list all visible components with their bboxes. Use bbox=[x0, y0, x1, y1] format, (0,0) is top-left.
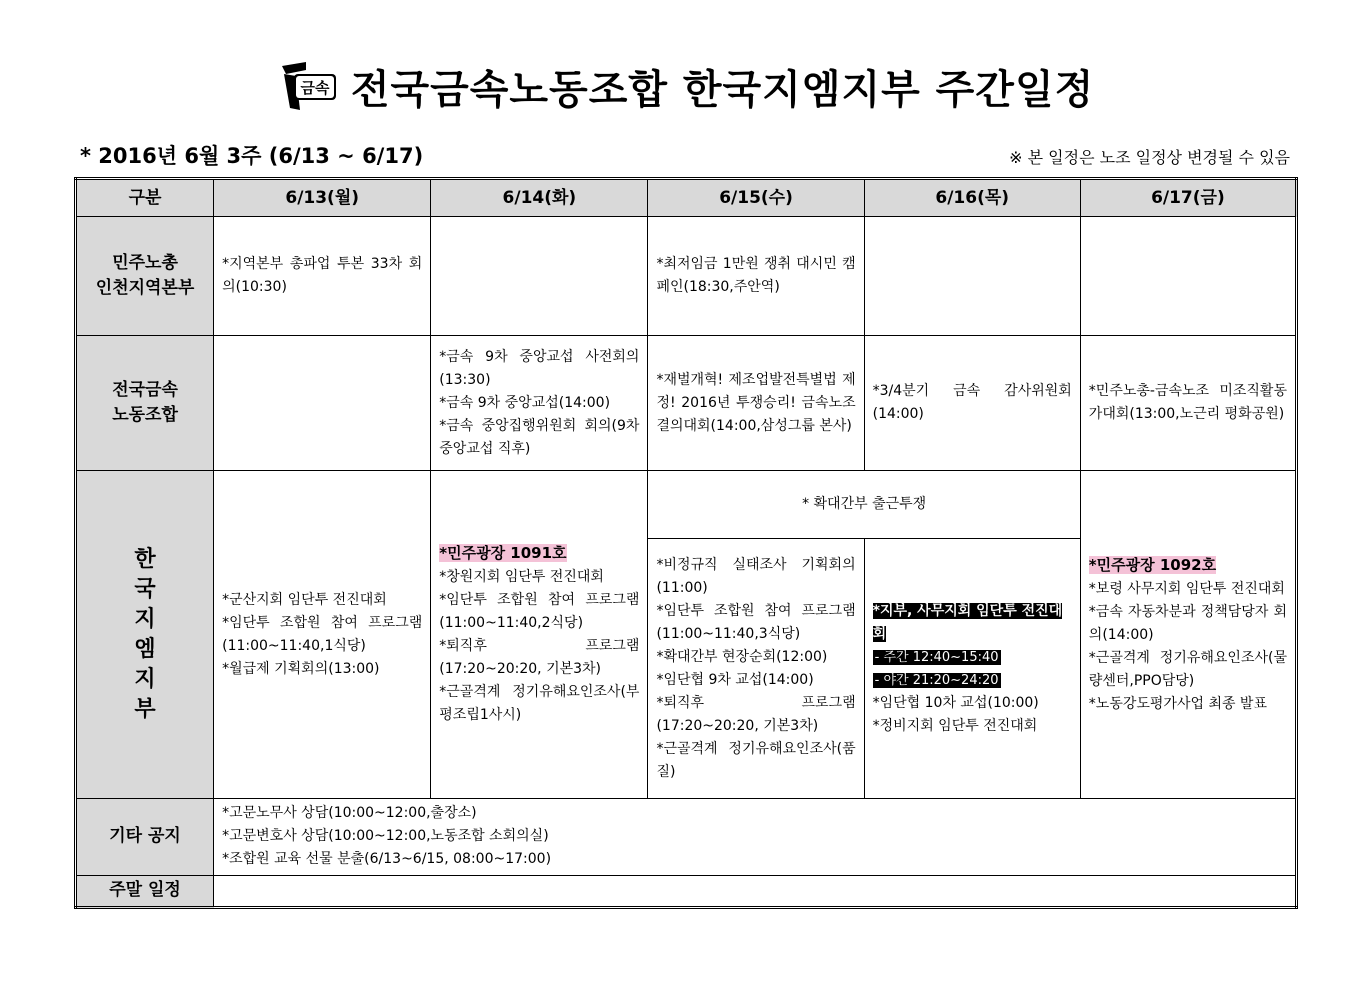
row-gm-top bbox=[76, 470, 1297, 538]
cell-kmwu-thu: *3/4분기 금속 감사위원회(14:00) bbox=[864, 336, 1080, 471]
page-title: 전국금속노동조합 한국지엠지부 주간일정 bbox=[350, 67, 1095, 113]
cell-gm-thu: *지부, 사무지회 임단투 전진대회 - 주간 12:40~15:40 - 야간 21:20~24:20 *임단협 10차 교섭(10:00) *정비지회 임단투 전진대회 bbox=[864, 539, 1080, 799]
cell-other-notices: *고문노무사 상담(10:00~12:00,출장소) *고문변호사 상담(10:00~12:00,노동조합 소회의실) *조합원 교육 선물 분출(6/13~6/15, 08:00~17:00) bbox=[214, 799, 1297, 876]
row-label-other: 기타 공지 bbox=[76, 799, 214, 876]
row-label-gm: 한 국 지 엠 지 부 bbox=[76, 470, 214, 798]
row-other bbox=[76, 799, 1297, 876]
cell-gm-wed: *비정규직 실태조사 기획회의(11:00) *임단투 조합원 참여 프로그램(11:00~11:40,3식당) *확대간부 현장순회(12:00) *임단협 9차 교섭(14:00) *퇴직후 프로그램(17:20~20:20, 기본3차) *근골격계 정기유해요인조사(품질) bbox=[648, 539, 864, 799]
cell-gm-wed-thu-span: * 확대간부 출근투쟁 bbox=[648, 470, 1080, 538]
svg-text:금속: 금속 bbox=[300, 78, 330, 97]
row-label-kmwu: 전국금속 노동조합 bbox=[76, 336, 214, 471]
cell-kctu-wed: *최저임금 1만원 쟁취 대시민 캠페인(18:30,주안역) bbox=[648, 217, 864, 336]
header-row bbox=[76, 179, 1297, 217]
cell-kmwu-mon bbox=[214, 336, 431, 471]
col-header-category: 구분 bbox=[76, 179, 214, 217]
change-notice: ※ 본 일정은 노조 일정상 변경될 수 있음 bbox=[1009, 148, 1290, 167]
title-area bbox=[0, 58, 1370, 115]
col-header-mon: 6/13(월) bbox=[214, 179, 431, 217]
highlight-minju-square-1091: *민주광장 1091호 bbox=[439, 544, 567, 563]
shift-night: - 야간 21:20~24:20 bbox=[874, 672, 999, 688]
cell-weekend bbox=[214, 875, 1297, 907]
cell-gm-fri: *민주광장 1092호 *보령 사무지회 임단투 전진대회 *금속 자동차분과 정책담당자 회의(14:00) *근골격계 정기유해요인조사(물량센터,PPO담당) *노동강도평가사업 최종 발표 bbox=[1080, 470, 1296, 798]
cell-kctu-fri bbox=[1080, 217, 1296, 336]
col-header-wed: 6/15(수) bbox=[648, 179, 864, 217]
cell-kctu-thu bbox=[864, 217, 1080, 336]
row-weekend bbox=[76, 875, 1297, 907]
cell-gm-tue: *민주광장 1091호 *창원지회 임단투 전진대회 *임단투 조합원 참여 프로그램(11:00~11:40,2식당) *퇴직후 프로그램(17:20~20:20, 기본3차) *근골격계 정기유해요인조사(부평조립1사시) bbox=[431, 470, 648, 798]
col-header-fri: 6/17(금) bbox=[1080, 179, 1296, 217]
row-label-kctu: 민주노총 인천지역본부 bbox=[76, 217, 214, 336]
cell-gm-mon: *군산지회 임단투 전진대회 *임단투 조합원 참여 프로그램(11:00~11:40,1식당) *월급제 기획회의(13:00) bbox=[214, 470, 431, 798]
week-label: * 2016년 6월 3주 (6/13 ~ 6/17) bbox=[80, 144, 424, 168]
row-kctu bbox=[76, 217, 1297, 336]
cell-kmwu-tue: *금속 9차 중앙교섭 사전회의(13:30) *금속 9차 중앙교섭(14:00) *금속 중앙집행위원회 회의(9차 중앙교섭 직후) bbox=[431, 336, 648, 471]
cell-kmwu-fri: *민주노총-금속노조 미조직활동가대회(13:00,노근리 평화공원) bbox=[1080, 336, 1296, 471]
weekly-schedule-table bbox=[74, 177, 1298, 909]
highlight-minju-square-1092: *민주광장 1092호 bbox=[1088, 555, 1217, 574]
union-fist-logo-icon bbox=[276, 60, 338, 114]
cell-kctu-mon: *지역본부 총파업 투본 33차 회의(10:30) bbox=[214, 217, 431, 336]
col-header-thu: 6/16(목) bbox=[864, 179, 1080, 217]
row-kmwu bbox=[76, 336, 1297, 471]
col-header-tue: 6/14(화) bbox=[431, 179, 648, 217]
shift-day: - 주간 12:40~15:40 bbox=[874, 649, 999, 665]
cell-kmwu-wed: *재벌개혁! 제조업발전특별법 제정! 2016년 투쟁승리! 금속노조 결의대회(14:00,삼성그룹 본사) bbox=[648, 336, 864, 471]
highlight-rally: *지부, 사무지회 임단투 전진대회 bbox=[872, 602, 1063, 642]
row-label-weekend: 주말 일정 bbox=[76, 875, 214, 907]
cell-kctu-tue bbox=[431, 217, 648, 336]
